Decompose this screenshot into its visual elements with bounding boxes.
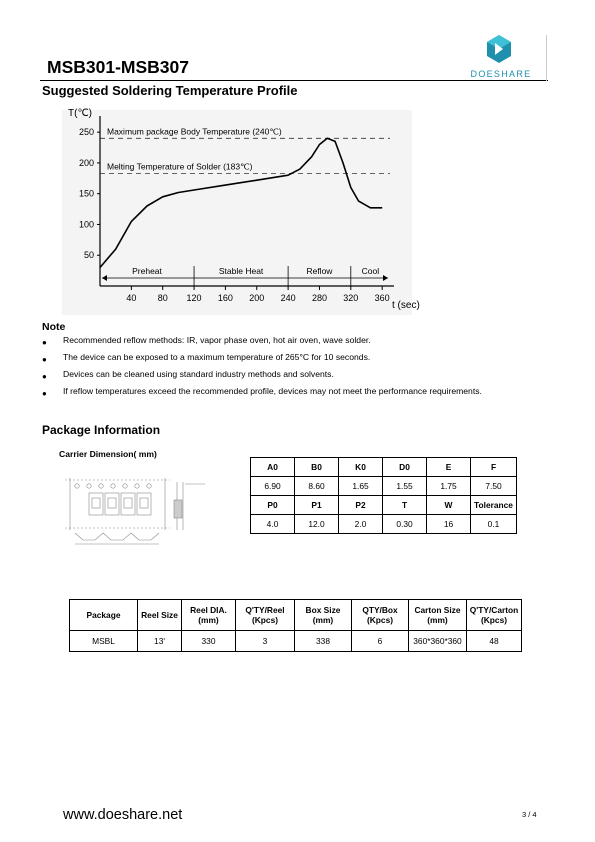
carrier-tape-drawing <box>55 470 215 550</box>
x-tick-label: 80 <box>157 293 168 303</box>
x-axis-label: t (sec) <box>392 300 420 311</box>
note-list <box>42 334 582 402</box>
table-cell: MSBL <box>70 631 138 652</box>
melt-temp-label: Melting Temperature of Solder (183℃) <box>107 161 253 172</box>
table-cell: 12.0 <box>295 515 339 534</box>
document-title: MSB301-MSB307 <box>47 57 189 77</box>
x-tick-label: 320 <box>343 293 359 303</box>
table-cell: 1.75 <box>427 477 471 496</box>
table-cell: P1 <box>295 496 339 515</box>
table-cell: 13' <box>138 631 182 652</box>
soldering-profile-chart <box>62 108 420 315</box>
table-row <box>251 477 517 496</box>
list-item: ● Recommended reflow methods: IR, vapor phase oven, hot air oven, wave solder. <box>42 335 371 347</box>
phase-label: Stable Heat <box>218 266 264 276</box>
y-axis-label: T(℃) <box>68 108 92 119</box>
chart-background <box>62 110 412 315</box>
table-row <box>70 631 522 652</box>
table-row <box>251 515 517 534</box>
table-cell: W <box>427 496 471 515</box>
table-cell: 3 <box>236 631 295 652</box>
x-tick-label: 280 <box>311 293 327 303</box>
table-cell: Reel Size <box>138 600 182 631</box>
table-cell: 360*360*360 <box>409 631 467 652</box>
footer-website: www.doeshare.net <box>63 807 183 823</box>
table-cell: T <box>383 496 427 515</box>
carrier-dimension-table <box>250 457 517 534</box>
table-cell: 0.30 <box>383 515 427 534</box>
table-cell: 7.50 <box>471 477 517 496</box>
bullet-icon: ● <box>42 389 47 398</box>
doeshare-logo <box>459 33 549 81</box>
table-cell: 6 <box>352 631 409 652</box>
table-cell: P0 <box>251 496 295 515</box>
table-row <box>251 458 517 477</box>
x-tick-label: 240 <box>280 293 296 303</box>
bullet-icon: ● <box>42 338 47 347</box>
list-item: ● The device can be exposed to a maximum temperature of 265°C for 10 seconds. <box>42 352 371 364</box>
phase-label: Cool <box>361 266 380 276</box>
bullet-icon: ● <box>42 355 47 364</box>
table-cell: E <box>427 458 471 477</box>
table-cell: 1.55 <box>383 477 427 496</box>
x-tick-label: 160 <box>217 293 233 303</box>
y-tick-label: 250 <box>78 127 94 138</box>
table-cell: 2.0 <box>339 515 383 534</box>
table-cell: 8.60 <box>295 477 339 496</box>
table-row <box>251 496 517 515</box>
table-cell: Box Size (mm) <box>295 600 352 631</box>
table-cell: Package <box>70 600 138 631</box>
table-cell: 6.90 <box>251 477 295 496</box>
x-tick-label: 120 <box>186 293 202 303</box>
doeshare-logo-icon <box>459 33 549 81</box>
packing-table <box>69 599 522 652</box>
table-cell: 0.1 <box>471 515 517 534</box>
table-cell: 338 <box>295 631 352 652</box>
note-title: Note <box>42 321 66 333</box>
table-cell: D0 <box>383 458 427 477</box>
table-cell: F <box>471 458 517 477</box>
list-item: ● Devices can be cleaned using standard industry methods and solvents. <box>42 369 334 381</box>
carrier-dimension-label: Carrier Dimension( mm) <box>59 449 157 459</box>
table-row <box>70 600 522 631</box>
soldering-heading: Suggested Soldering Temperature Profile <box>42 83 298 98</box>
x-tick-label: 40 <box>126 293 137 303</box>
table-cell: QTY/Box (Kpcs) <box>352 600 409 631</box>
y-tick-label: 150 <box>78 188 94 199</box>
y-tick-label: 100 <box>78 219 94 230</box>
table-cell: 1.65 <box>339 477 383 496</box>
table-cell: B0 <box>295 458 339 477</box>
x-tick-label: 200 <box>249 293 265 303</box>
table-cell: Q'TY/Carton (Kpcs) <box>467 600 522 631</box>
table-cell: P2 <box>339 496 383 515</box>
package-heading: Package Information <box>42 423 161 437</box>
table-cell: Reel DIA. (mm) <box>182 600 236 631</box>
phase-label: Reflow <box>306 266 333 276</box>
table-cell: Carton Size (mm) <box>409 600 467 631</box>
table-cell: Q'TY/Reel (Kpcs) <box>236 600 295 631</box>
logo-wordmark: DOESHARE <box>470 69 532 79</box>
x-tick-label: 360 <box>374 293 390 303</box>
y-tick-label: 50 <box>83 250 94 261</box>
list-item: ● If reflow temperatures exceed the recommended profile, devices may not meet the performance requirements. <box>42 386 482 398</box>
bullet-icon: ● <box>42 372 47 381</box>
table-cell: A0 <box>251 458 295 477</box>
table-cell: 16 <box>427 515 471 534</box>
table-cell: K0 <box>339 458 383 477</box>
table-cell: 4.0 <box>251 515 295 534</box>
y-tick-label: 200 <box>78 157 94 168</box>
phase-label: Preheat <box>132 266 162 276</box>
max-temp-label: Maximum package Body Temperature (240℃) <box>107 126 282 137</box>
table-cell: Tolerance <box>471 496 517 515</box>
table-cell: 48 <box>467 631 522 652</box>
page-number: 3 / 4 <box>522 810 537 819</box>
table-cell: 330 <box>182 631 236 652</box>
